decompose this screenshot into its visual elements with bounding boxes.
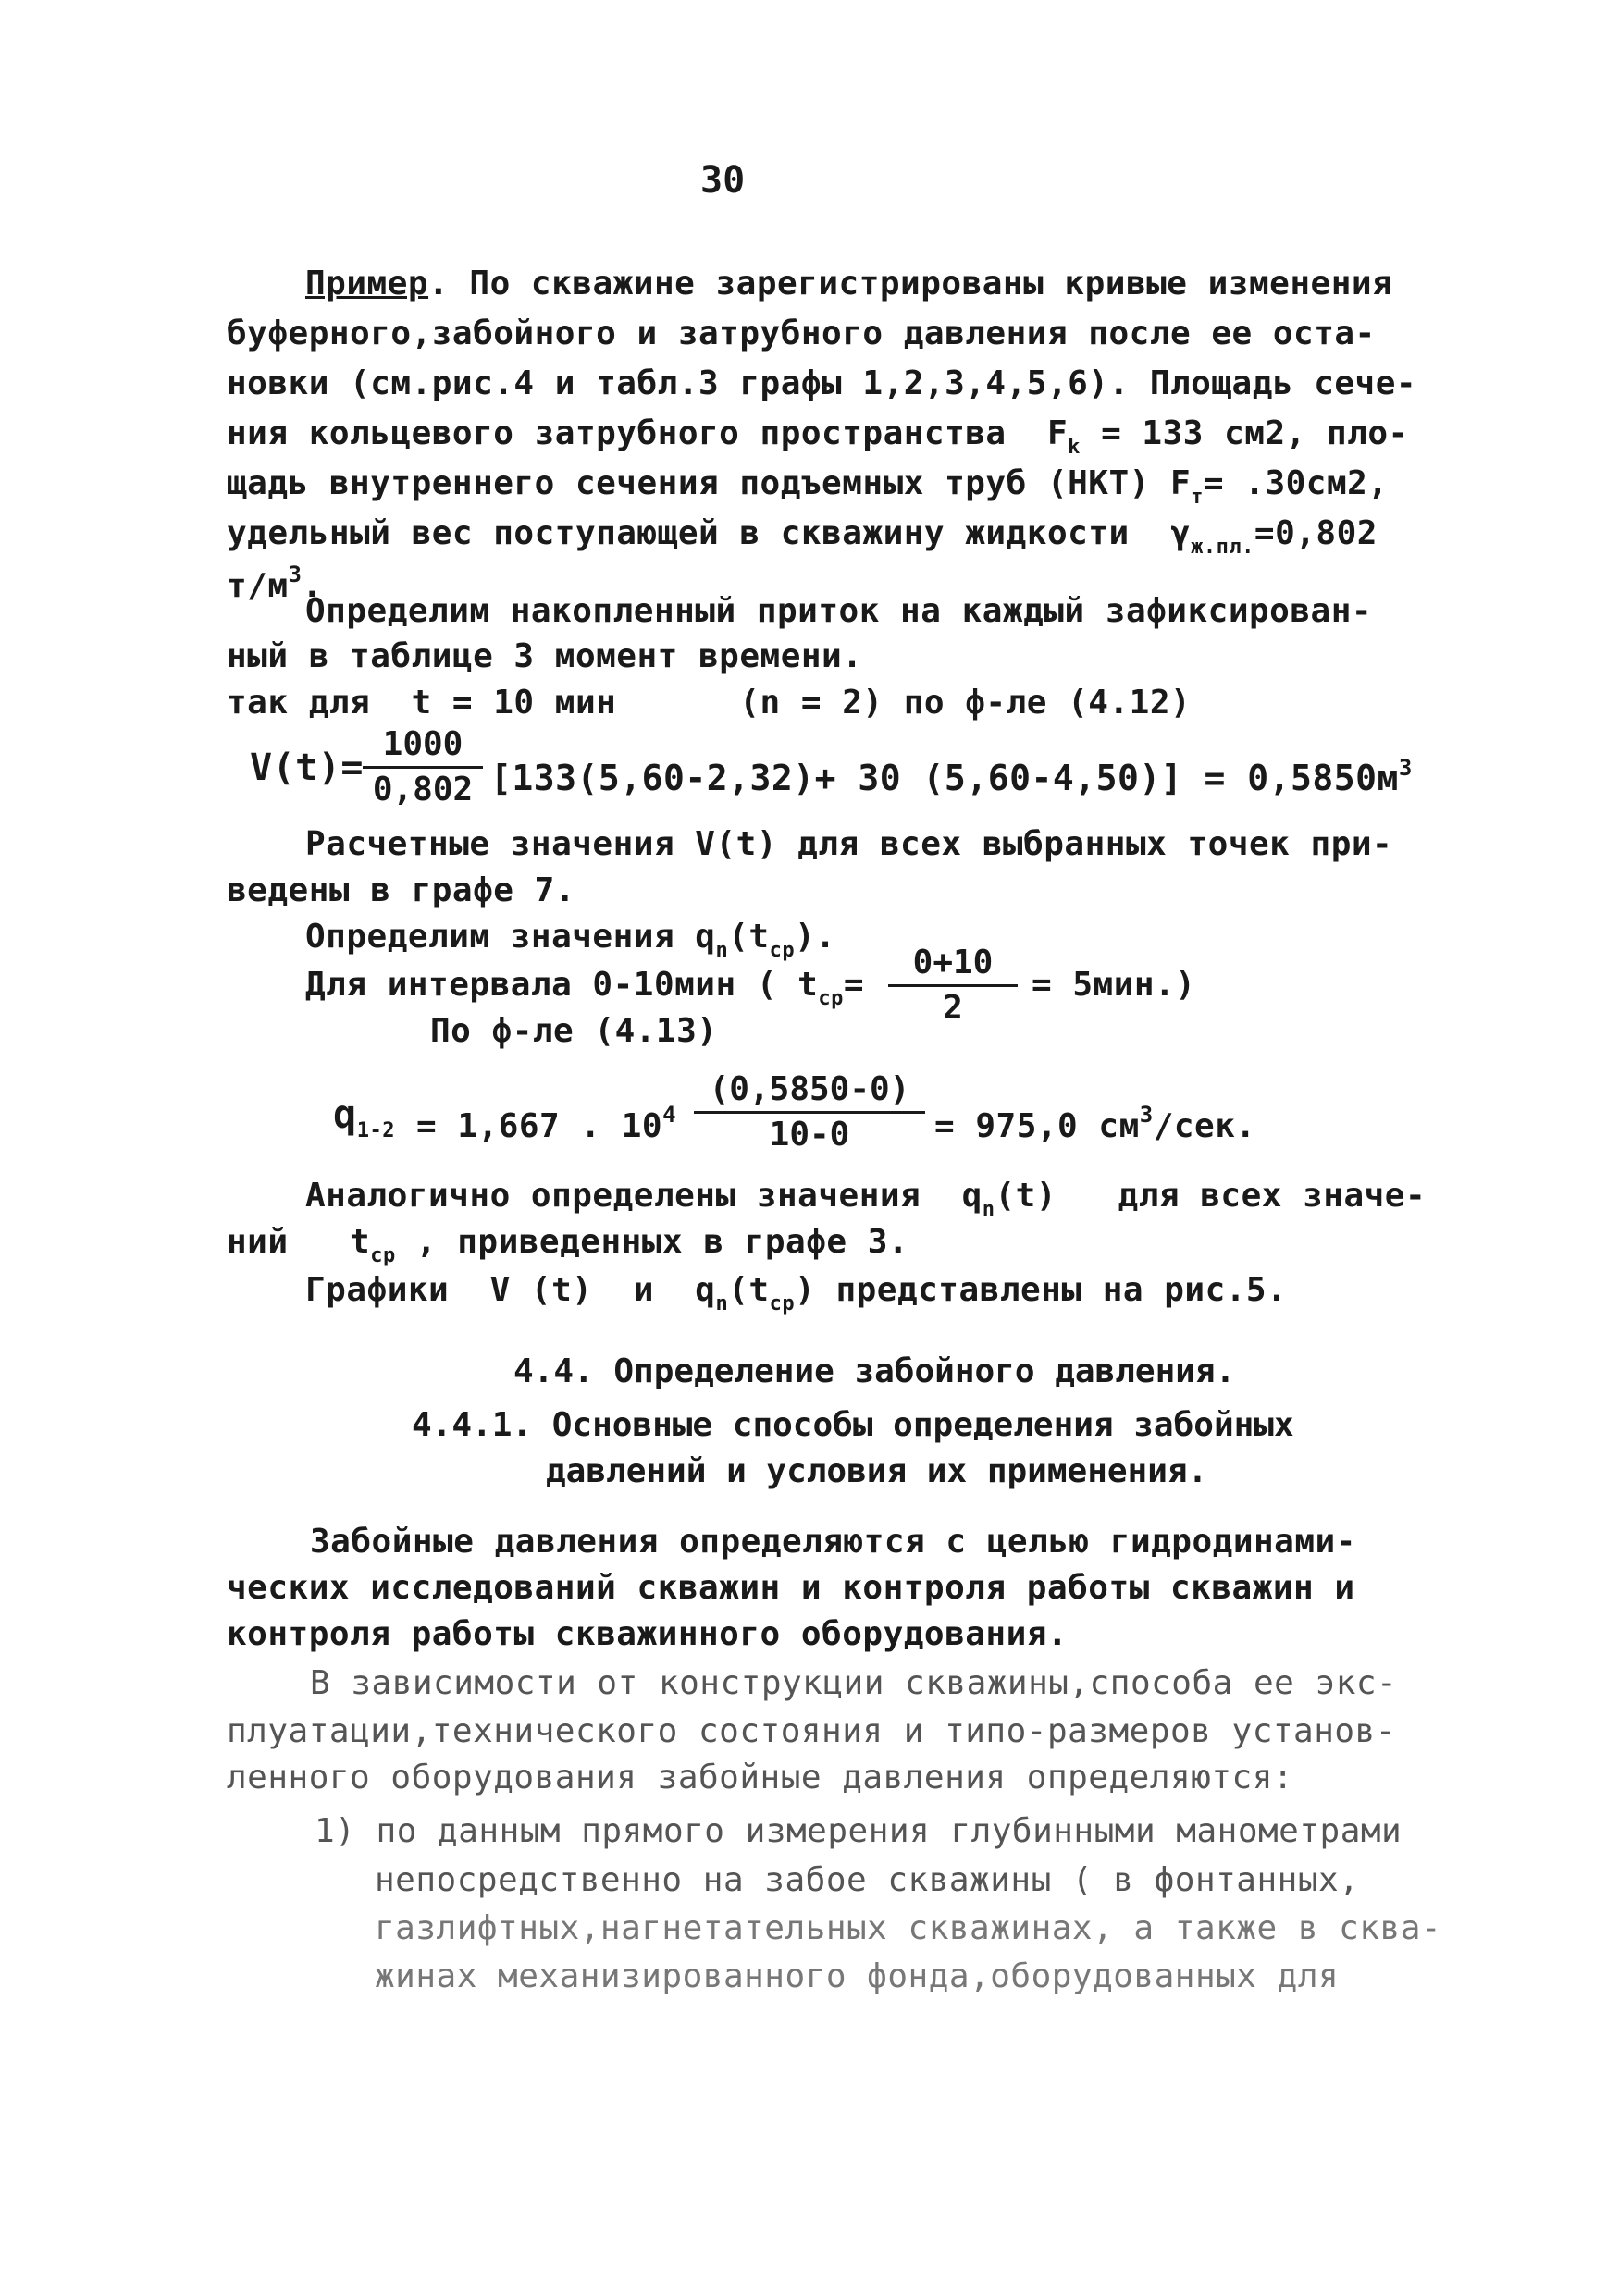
example-line-1: Пример. По скважине зарегистрированы кривые изменения (305, 265, 1393, 302)
example-line-6: удельный вес поступающей в скважину жидкости $\gamma_{ж.пл.}=0,802$ (227, 514, 1378, 559)
para3-fraction-denominator: 2 (943, 989, 963, 1027)
formula2-numerator: (0,5850-0) (694, 1068, 925, 1114)
subsection-heading-line-2: давлений и условия их применения. (546, 1452, 1208, 1490)
example-line-3: новки (см.рис.4 и табл.3 графы 1,2,3,4,5,6). Площадь сече- (227, 364, 1417, 402)
formula2-lhs: $q_{1-2}$ (333, 1092, 396, 1142)
formula2-rhs: = 975,0 $см^3$/сек. (934, 1102, 1256, 1145)
list-item-1-line-2: непосредственно на забое скважины ( в фонтанных, (375, 1861, 1360, 1899)
formula1-numerator: 1000 (363, 723, 483, 769)
example-line-2: буферного,забойного и затрубного давления после ее оста- (227, 315, 1376, 352)
para5-line-6: ленного оборудования забойные давления определяются: (227, 1759, 1294, 1796)
example-label: Пример (305, 265, 429, 302)
example-line-4: ния кольцевого затрубного пространства $F_k = 133$ см2, пло- (227, 414, 1409, 459)
page-number: 30 (700, 159, 746, 202)
para5-line-1: Забойные давления определяются с целью гидродинами- (310, 1523, 1356, 1561)
para5-line-4: В зависимости от конструкции скважины,способа ее экс- (310, 1664, 1398, 1702)
para5-line-3: контроля работы скважинного оборудования. (227, 1615, 1069, 1653)
formula1-lhs: V(t)= (250, 747, 364, 789)
para4-line-3: Графики V (t) и $q_n(t_{ср})$ представлены на рис.5. (305, 1271, 1288, 1315)
formula1-body: [133(5,60-2,32)+ 30 $(5,60-4,50)] = 0,5850м^3$ (490, 755, 1413, 798)
formula2-mid: = 1,667 . $10^4$ (416, 1102, 677, 1145)
para2-line-2: ный в таблице 3 момент времени. (227, 637, 863, 675)
section-heading-4-4: 4.4. Определение забойного давления. (513, 1352, 1236, 1390)
para2-line-1: Определим накопленный приток на каждый зафиксирован- (305, 592, 1373, 630)
list-item-1-line-4: жинах механизированного фонда,оборудованных для (375, 1957, 1340, 1995)
formula1-fraction (363, 723, 483, 811)
example-line-5: щадь внутреннего сечения подъемных труб (НКТ) $F_т= .30см2$, (227, 464, 1389, 509)
list-item-1-line-1: 1) по данным прямого измерения глубинными манометрами (315, 1812, 1403, 1850)
list-item-1-line-3: газлифтных,нагнетательных скважинах, а также в сква- (375, 1909, 1442, 1947)
para3-line-4: Для интервала 0-10мин ( $t_{ср}=$ (305, 966, 865, 1010)
para4-line-1: Аналогично определены значения $q_n(t)$ для всех значе- (305, 1177, 1427, 1221)
para3-line-2: ведены в графе 7. (227, 871, 575, 909)
formula2-denominator: 10-0 (769, 1116, 850, 1154)
para3-line-4-rest: = 5мин.) (1032, 966, 1196, 1004)
para3-line-3: Определим значения $q_n(t_{ср})$. (305, 918, 836, 962)
para3-fraction (888, 942, 1018, 1030)
para5-line-5: плуатации,технического состояния и типо-размеров установ- (227, 1712, 1396, 1750)
example-line-7: $т/м^3$. (227, 562, 323, 605)
formula1-denominator: 0,802 (372, 771, 474, 809)
para4-line-2: ний $t_{ср}$ , приведенных в графе 3. (227, 1223, 909, 1267)
para3-line-1: Расчетные значения V(t) для всех выбранных точек при- (305, 825, 1393, 863)
para3-fraction-numerator: 0+10 (888, 942, 1018, 987)
subsection-heading-line-1: 4.4.1. Основные способы определения забойных (412, 1406, 1294, 1444)
para2-line-3: так для t = 10 мин (n = 2) по ф-ле (4.12) (227, 684, 1192, 722)
formula2-fraction (694, 1068, 925, 1156)
para5-line-2: ческих исследований скважин и контроля работы скважин и (227, 1569, 1355, 1607)
para3-line-5: По ф-ле (4.13) (430, 1012, 718, 1050)
